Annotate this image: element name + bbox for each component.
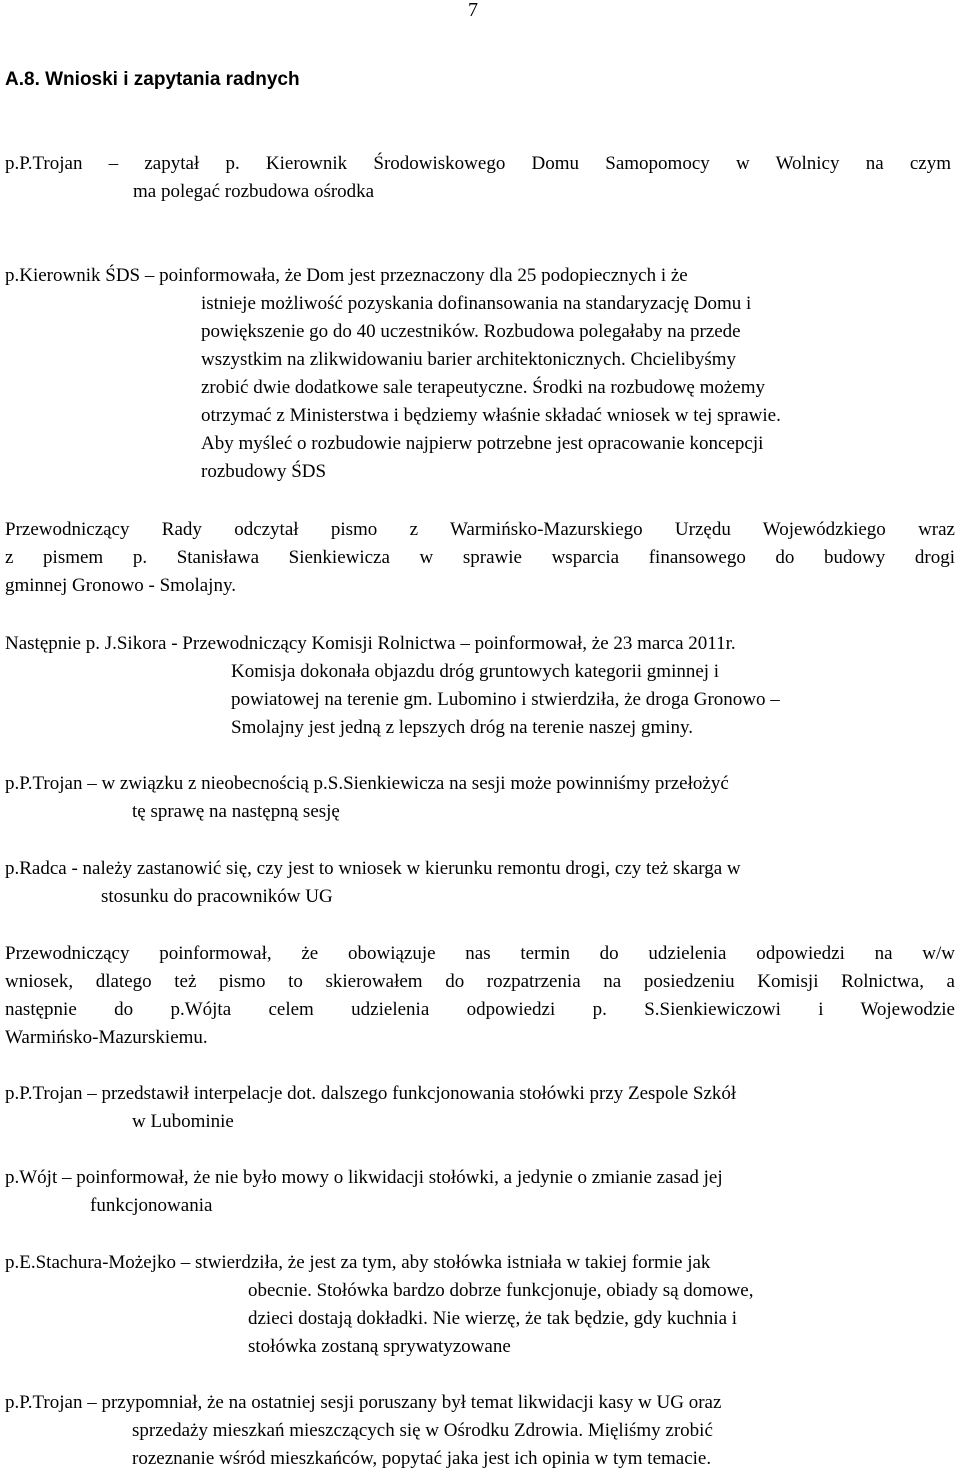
page-number: 7	[468, 0, 478, 21]
text-line: p.Radca - należy zastanowić się, czy jest to wniosek w kierunku remontu drogi, czy też skarga w	[5, 858, 741, 879]
text-line: Przewodniczący poinformował, że obowiązuje nas termin do udzielenia odpowiedzi na w/w	[5, 943, 955, 964]
text-line: Przewodniczący Rady odczytał pismo z Warmińsko-Mazurskiego Urzędu Wojewódzkiego wraz	[5, 519, 955, 540]
text-line: wszystkim na zlikwidowaniu barier architektonicznych. Chcielibyśmy	[201, 349, 737, 370]
text-line: p.P.Trojan – przypomniał, że na ostatniej sesji poruszany był temat likwidacji kasy w UG oraz	[5, 1392, 722, 1413]
text-line: w Lubominie	[132, 1111, 234, 1132]
text-line: funkcjonowania	[90, 1195, 213, 1216]
paragraph-przewodniczacy-letter	[5, 516, 955, 600]
text-line: powiększenie go do 40 uczestników. Rozbudowa polegałaby na przede	[201, 321, 741, 342]
text-line: p.P.Trojan – w związku z nieobecnością p.S.Sienkiewicza na sesji może powinniśmy przełożyć	[5, 773, 729, 794]
paragraph-sikora-report	[5, 630, 951, 742]
text-line: dzieci dostają dokładki. Nie wierzę, że tak będzie, gdy kuchnia i	[248, 1308, 738, 1329]
section-heading: A.8. Wnioski i zapytania radnych	[5, 69, 300, 90]
text-line: p.Wójt – poinformował, że nie było mowy o likwidacji stołówki, a jedynie o zmianie zasad jej	[5, 1167, 723, 1188]
text-line: stosunku do pracowników UG	[101, 886, 333, 907]
text-line: sprzedaży mieszkań mieszczących się w Ośrodku Zdrowia. Mięliśmy zrobić	[132, 1420, 713, 1441]
text-line: następnie do p.Wójta celem udzielenia odpowiedzi p. S.Sienkiewiczowi i Wojewodzie	[5, 999, 955, 1020]
text-line: istnieje możliwość pozyskania dofinansowania na standaryzację Domu i	[201, 293, 752, 314]
paragraph-radca-comment	[5, 855, 951, 911]
text-line: ma polegać rozbudowa ośrodka	[133, 181, 375, 202]
text-line: gminnej Gronowo - Smolajny.	[5, 575, 236, 596]
text-line: p.E.Stachura-Możejko – stwierdziła, że jest za tym, aby stołówka istniała w takiej formie jak	[5, 1252, 711, 1273]
text-line: rozeznanie wśród mieszkańców, popytać jaka jest ich opinia w tym temacie.	[132, 1448, 712, 1469]
paragraph-kierownik-answer	[5, 262, 905, 486]
text-line: powiatowej na terenie gm. Lubomino i stwierdziła, że droga Gronowo –	[231, 689, 780, 710]
text-line: Następnie p. J.Sikora - Przewodniczący Komisji Rolnictwa – poinformował, że 23 marca 2011r.	[5, 633, 736, 654]
text-line: Smolajny jest jedną z lepszych dróg na terenie naszej gminy.	[231, 717, 694, 738]
paragraph-trojan-postpone	[5, 770, 951, 826]
text-line: p.P.Trojan – zapytał p. Kierownik Środowiskowego Domu Samopomocy w Wolnicy na czym	[5, 153, 951, 174]
paragraph-przewodniczacy-deadline	[5, 940, 955, 1052]
text-line: stołówka zostaną sprywatyzowane	[248, 1336, 511, 1357]
text-line: Aby myśleć o rozbudowie najpierw potrzebne jest opracowanie koncepcji	[201, 433, 764, 454]
text-line: tę sprawę na następną sesję	[132, 801, 340, 822]
paragraph-trojan-reminder	[5, 1389, 951, 1473]
text-line: z pismem p. Stanisława Sienkiewicza w sprawie wsparcia finansowego do budowy drogi	[5, 547, 955, 568]
text-line: Warmińsko-Mazurskiemu.	[5, 1027, 208, 1048]
paragraph-wojt-answer	[5, 1164, 951, 1220]
text-line: rozbudowy ŚDS	[201, 461, 327, 482]
text-line: wniosek, dlatego też pismo to skierowałem do rozpatrzenia na posiedzeniu Komisji Rolnictwa, a	[5, 971, 955, 992]
text-line: p.Kierownik ŚDS – poinformowała, że Dom jest przeznaczony dla 25 podopiecznych i że	[5, 265, 688, 286]
text-line: obecnie. Stołówka bardzo dobrze funkcjonuje, obiady są domowe,	[248, 1280, 754, 1301]
text-line: zrobić dwie dodatkowe sale terapeutyczne. Środki na rozbudowę możemy	[201, 377, 765, 398]
text-line: p.P.Trojan – przedstawił interpelacje dot. dalszego funkcjonowania stołówki przy Zespole Szkół	[5, 1083, 737, 1104]
text-line: otrzymać z Ministerstwa i będziemy właśnie składać wniosek w tej sprawie.	[201, 405, 781, 426]
text-line: Komisja dokonała objazdu dróg gruntowych kategorii gminnej i	[231, 661, 720, 682]
paragraph-stachura-statement	[5, 1249, 951, 1361]
paragraph-trojan-interpelation	[5, 1080, 951, 1136]
paragraph-trojan-question	[5, 150, 951, 206]
